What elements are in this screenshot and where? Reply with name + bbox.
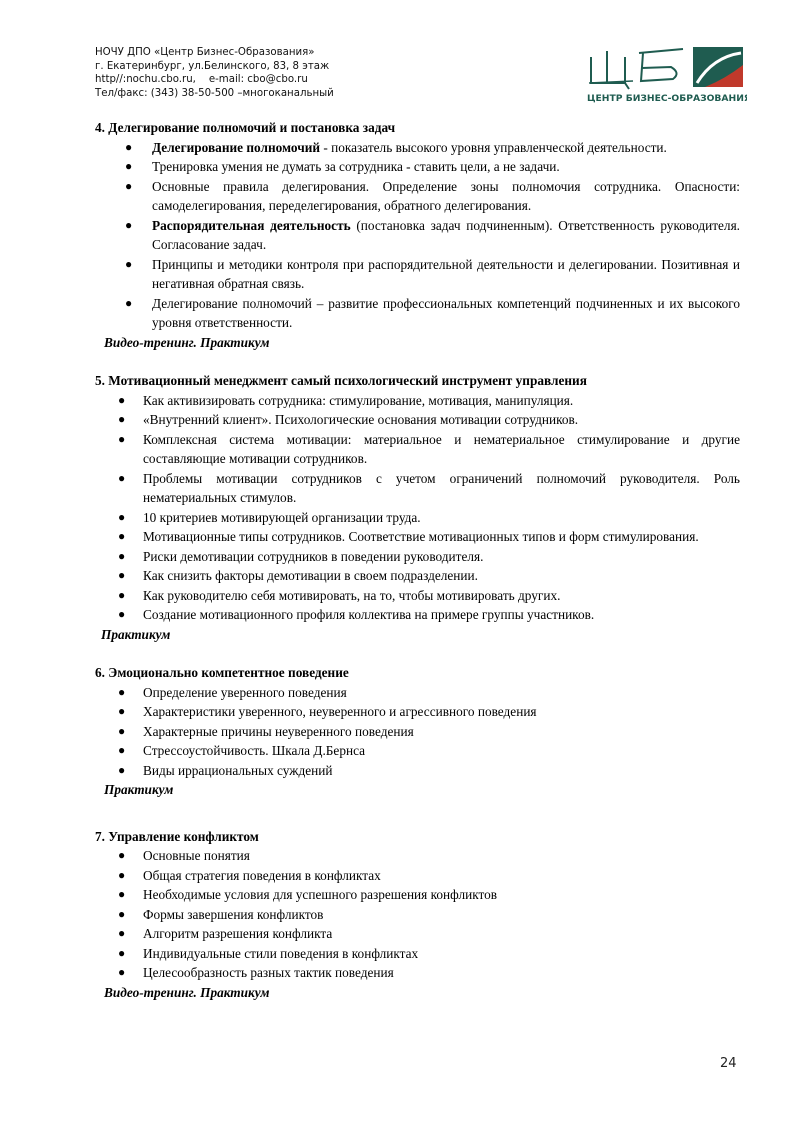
list-item: ● Характеристики уверенного, неуверенного и агрессивного поведения [95, 702, 740, 722]
bullet-icon: ● [118, 848, 126, 862]
bullet-icon: ● [118, 392, 126, 407]
company-logo [585, 43, 747, 105]
section-4-list [95, 138, 740, 333]
list-item: ● Комплексная система мотивации: материальное и нематериальное стимулирование и другие составляющие мотивации сотрудников. [118, 431, 740, 466]
bullet-icon: ● [125, 256, 133, 271]
bullet-icon: ● [118, 887, 126, 901]
list-item: ● Тренировка умения не думать за сотрудника - ставить цели, а не задачи. [95, 157, 740, 177]
practice-label: Практикум [101, 626, 171, 642]
document-body [95, 118, 740, 1002]
list-item: ● Необходимые условия для успешного разрешения конфликтов [95, 885, 740, 905]
bullet-icon: ● [125, 217, 133, 232]
address: г. Екатеринбург, ул.Белинского, 83, 8 этаж [95, 60, 330, 72]
bullet-icon: ● [125, 139, 133, 154]
list-item: ● Риски демотивации сотрудников в поведении руководителя. [95, 547, 740, 567]
bullet-icon: ● [125, 178, 133, 193]
list-item: ● Виды иррациональных суждений [95, 761, 740, 781]
list-item: ● Как руководителю себя мотивировать, на то, чтобы мотивировать других. [95, 586, 740, 606]
bullet-icon: ● [118, 965, 126, 979]
phone: Тел/факс: (343) 38-50-500 –многоканальный [95, 87, 334, 99]
list-item: ● Распорядительная деятельность (постановка задач подчиненным). Ответственность руководителя. Согласование задач. [125, 217, 741, 252]
list-item: ● Основные понятия [95, 846, 740, 866]
list-item: ● Принципы и методики контроля при распорядительной деятельности и делегировании. Позитивная и негативная обратная связь. [125, 256, 740, 291]
section-title: 6. Эмоционально компетентное поведение [95, 665, 349, 680]
list-item: ● Характерные причины неуверенного поведения [95, 722, 740, 742]
list-item: ● Как активизировать сотрудника: стимулирование, мотивация, манипуляция. [95, 391, 740, 411]
bullet-icon: ● [118, 431, 126, 446]
section-title: 7. Управление конфликтом [95, 828, 259, 844]
bullet-icon: ● [118, 412, 126, 426]
bullet-icon: ● [118, 470, 126, 485]
logo-caption: ЦЕНТР БИЗНЕС-ОБРАЗОВАНИЯ [587, 93, 747, 104]
section-6-list [95, 683, 740, 781]
section-5-list [95, 391, 740, 625]
bullet-icon: ● [118, 926, 126, 940]
list-item: ● Основные правила делегирования. Определение зоны полномочия сотрудника. Опасности: самоделегирования, переделегирования, обратного делегирования. [125, 178, 740, 213]
list-item: ● Создание мотивационного профиля коллектива на примере группы участников. [95, 605, 740, 625]
bullet-icon: ● [118, 906, 126, 921]
list-item: ● 10 критериев мотивирующей организации труда. [95, 508, 740, 528]
section-7 [95, 827, 740, 1003]
bullet-icon: ● [118, 762, 126, 777]
section-title: 5. Мотивационный менеджмент самый психологический инструмент управления [95, 373, 587, 388]
list-item: ● Как снизить факторы демотивации в своем подразделении. [95, 566, 740, 586]
list-item: ● Формы завершения конфликтов [95, 905, 740, 925]
section-6 [95, 663, 740, 800]
bullet-icon: ● [118, 587, 126, 602]
list-item: ● Мотивационные типы сотрудников. Соответствие мотивационных типов и форм стимулирования. [95, 527, 740, 547]
practice-label: Видео-тренинг. Практикум [104, 984, 270, 1000]
bullet-icon: ● [118, 704, 126, 718]
list-item: ● Делегирование полномочий - показатель высокого уровня управленческой деятельности. [95, 138, 740, 158]
header-contacts [95, 46, 334, 100]
bullet-icon: ● [118, 509, 126, 524]
bullet-icon: ● [118, 867, 126, 882]
list-item: ● Общая стратегия поведения в конфликтах [95, 866, 740, 886]
list-item: ● Проблемы мотивации сотрудников с учетом ограничений полномочий руководителя. Роль нематериальных стимулов. [118, 470, 740, 505]
bullet-icon: ● [118, 743, 126, 757]
list-item: ● Стрессоустойчивость. Шкала Д.Бернса [95, 741, 740, 761]
list-item: ● «Внутренний клиент». Психологические основания мотивации сотрудников. [95, 410, 740, 430]
list-item: ● Определение уверенного поведения [95, 683, 740, 703]
bullet-icon: ● [118, 607, 126, 621]
bullet-icon: ● [125, 159, 133, 173]
list-item: ● Алгоритм разрешения конфликта [95, 924, 740, 944]
list-item: ● Целесообразность разных тактик поведения [95, 963, 740, 983]
page-number: 24 [720, 1056, 737, 1071]
bullet-icon: ● [125, 295, 133, 310]
bullet-icon: ● [118, 568, 126, 582]
section-title: 4. Делегирование полномочий и постановка задач [95, 120, 396, 135]
bullet-icon: ● [118, 684, 126, 699]
bullet-icon: ● [118, 723, 126, 738]
practice-label: Практикум [104, 782, 174, 797]
list-item: ● Индивидуальные стили поведения в конфликтах [95, 944, 740, 964]
bullet-icon: ● [118, 529, 126, 543]
practice-label: Видео-тренинг. Практикум [104, 334, 270, 350]
section-5 [95, 371, 740, 644]
section-7-list [95, 846, 740, 983]
web-email: http//:nochu.cbo.ru, e-mail: cbo@cbo.ru [95, 74, 308, 86]
logo-mark-icon [585, 43, 747, 105]
list-item: ● Делегирование полномочий – развитие профессиональных компетенций подчиненных и их высокого уровня ответственности. [125, 295, 740, 330]
org-name: НОЧУ ДПО «Центр Бизнес-Образования» [95, 47, 315, 58]
bullet-icon: ● [118, 548, 126, 563]
section-4 [95, 118, 740, 352]
bullet-icon: ● [118, 945, 126, 960]
